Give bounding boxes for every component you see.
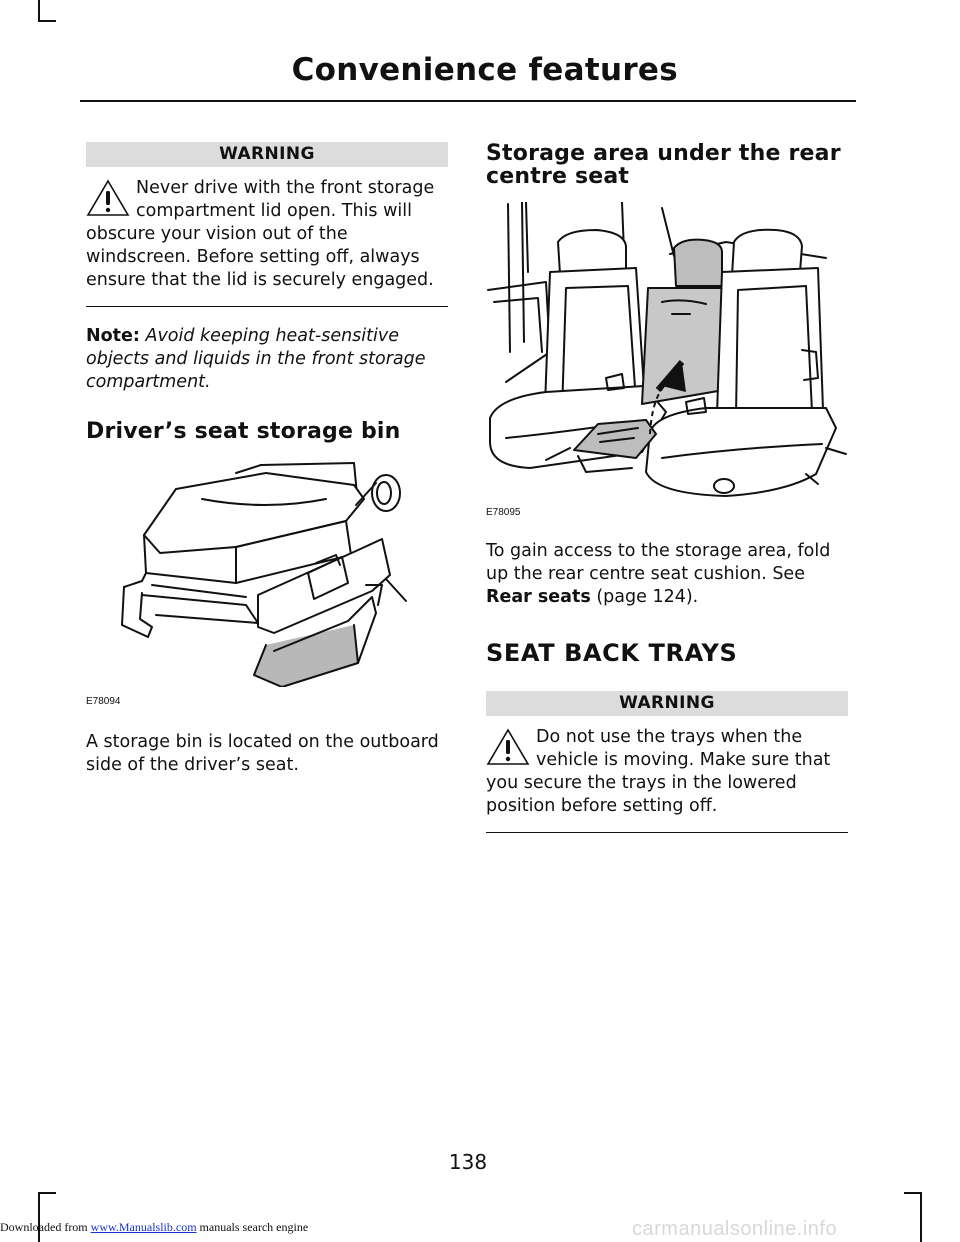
download-footer	[0, 1220, 308, 1235]
major-heading-seat-back-trays: SEAT BACK TRAYS	[486, 639, 738, 667]
body-text-before-link: To gain access to the storage area, fold up the rear centre seat cushion. See	[486, 541, 831, 584]
section-heading-drivers-seat-bin: Driver’s seat storage bin	[86, 419, 401, 444]
figure-code: E78095	[486, 507, 521, 518]
rear-seats-link[interactable]: Rear seats	[486, 587, 591, 607]
right-column	[486, 142, 848, 833]
section-heading-rear-centre-storage: Storage area under the rear centre seat	[486, 141, 841, 189]
drivers-seat-figure	[86, 455, 448, 707]
manualslib-link[interactable]: www.Manualslib.com	[90, 1220, 197, 1234]
note-label: Note:	[86, 326, 140, 346]
warning-triangle-icon	[86, 179, 130, 217]
page-title: Convenience features	[291, 52, 678, 88]
warning-text: Never drive with the front storage compartment lid open. This will obscure your vision out of the windscreen. Before setting off, always ensure that the lid is securely engaged.	[86, 178, 435, 290]
note-text: Avoid keeping heat-sensitive objects and liquids in the front storage compartment.	[86, 326, 426, 392]
drivers-seat-illustration	[86, 455, 448, 687]
body-text-after-link: (page 124).	[596, 587, 699, 607]
rear-storage-body-text	[486, 540, 848, 609]
rear-seats-illustration	[486, 202, 848, 502]
warning-heading: WARNING	[86, 142, 448, 167]
warning-text: Do not use the trays when the vehicle is moving. Make sure that you secure the trays in the lowered position before setting off.	[486, 727, 831, 816]
footer-suffix: manuals search engine	[199, 1220, 309, 1234]
crop-mark	[38, 0, 40, 22]
footer-prefix: Downloaded from	[0, 1220, 88, 1234]
warning-box	[86, 177, 448, 307]
warning-heading: WARNING	[486, 691, 848, 716]
left-column	[86, 142, 448, 777]
note	[86, 325, 448, 394]
warning-box	[486, 726, 848, 833]
title-rule	[80, 100, 856, 102]
rear-seat-figure	[486, 202, 848, 518]
figure-code: E78094	[86, 696, 121, 707]
page-number: 138	[448, 1150, 488, 1174]
drivers-seat-body-text: A storage bin is located on the outboard side of the driver’s seat.	[86, 732, 439, 775]
crop-mark	[920, 1192, 922, 1242]
crop-mark	[38, 20, 56, 22]
crop-mark	[38, 1192, 56, 1194]
watermark: carmanualsonline.info	[632, 1218, 838, 1240]
warning-triangle-icon	[486, 728, 530, 766]
